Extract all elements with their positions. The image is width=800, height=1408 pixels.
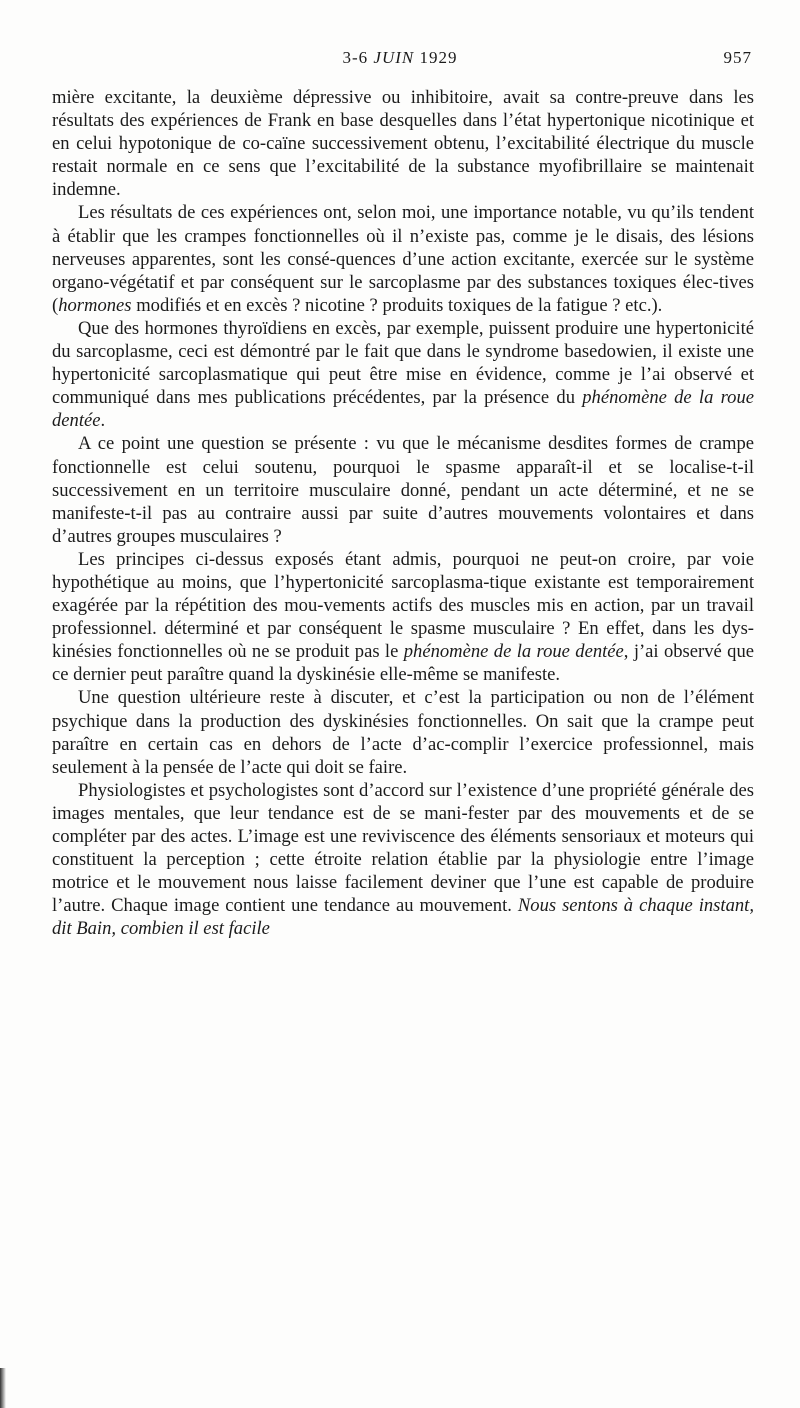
italic-text: phénomène de la roue dentée (52, 387, 754, 432)
text-run: Les résultats de ces expériences ont, selon moi, une importance notable, vu qu’ils tendent à établir que les crampes fonctionnelles où il n’existe pas, comme je le disais, des lésions nerveuses apparentes, sont les consé-quences d’une action excitante, exercée sur le système organo-végétatif et par conséquent sur le sarcoplasme par des substances toxiques élec-tives ( (52, 202, 754, 316)
body-text (52, 86, 754, 940)
scan-edge-mark (0, 1368, 6, 1408)
text-run: Que des hormones thyroïdiens en excès, par exemple, puissent produire une hypertonicité du sarcoplasme, ceci est démontré par le fait que dans le syndrome basedowien, il existe une hypertonicité sarcoplasmatique qui peut être mise en évidence, comme je l’ai observé et communiqué dans mes publications précédentes, par la présence du (52, 317, 754, 409)
paragraph (52, 86, 754, 201)
italic-text: hormones (58, 294, 132, 316)
paragraph (52, 548, 754, 687)
running-title (0, 48, 800, 68)
text-run: Physiologistes et psychologistes sont d’accord sur l’existence d’une propriété générale des images mentales, que leur tendance est de se mani-fester par des mouvements et de se compléter par des actes. L’image est une reviviscence des éléments sensoriaux et moteurs qui constituent la perception ; cette étroite relation établie par la physiologie entre l’image motrice et le mouvement nous laisse facilement deviner que l’une est capable de produire l’autre. Chaque image contient une tendance au mouvement. (52, 779, 754, 917)
paragraph (52, 432, 754, 547)
paragraph (52, 317, 754, 432)
date-year: 1929 (419, 48, 458, 67)
text-run: Les principes ci-dessus exposés étant admis, pourquoi ne peut-on croire, par voie hypothétique au moins, que l’hypertonicité sarcoplasma-tique existante est temporairement exagérée par la répétition des mou-vements actifs des muscles mis en action, par un travail professionnel. déterminé et par conséquent le spasme musculaire ? En effet, dans les dys-kinésies fonctionnelles où ne se produit pas le (52, 548, 754, 663)
text-run: , j’ai observé que ce dernier peut paraître quand la dyskinésie elle-même se manifeste. (52, 641, 754, 686)
paragraph (52, 686, 754, 778)
date-month: JUIN (373, 48, 415, 67)
italic-text: phénomène de la roue dentée (403, 641, 624, 663)
paragraph (52, 201, 754, 316)
text-run: A ce point une question se présente : vu que le mécanisme desdites formes de crampe fonctionnelle est celui soutenu, pourquoi le spasme apparaît-il et se localise-t-il successivement en un territoire musculaire donné, pendant un acte déterminé, et ne se manifeste-t-il pas au contraire aussi par suite d’autres mouvements volontaires et dans d’autres groupes musculaires ? (52, 433, 754, 547)
date-prefix: 3-6 (342, 48, 369, 67)
italic-text: Nous sentons à chaque instant, dit Bain, combien il est facile (52, 895, 754, 940)
text-run: . (100, 410, 106, 432)
paragraph (52, 779, 754, 941)
text-run: Une question ultérieure reste à discuter, et c’est la participation ou non de l’élément psychique dans la production des dyskinésies fonctionnelles. On sait que la crampe peut paraître en certain cas en dehors de l’acte d’ac-complir l’exercice professionnel, mais seulement à la pensée de l’acte qui doit se faire. (52, 687, 754, 778)
text-run: mière excitante, la deuxième dépressive ou inhibitoire, avait sa contre-preuve dans les résultats des expériences de Frank en base desquelles dans l’état hypertonique nicotinique et en celui hypotonique de co-caïne successivement obtenu, l’excitabilité électrique du muscle restait normale en ce sens que l’excitabilité de la substance myofibrillaire se maintenait indemne. (52, 87, 754, 201)
page-number: 957 (723, 48, 752, 67)
running-header (0, 48, 800, 78)
text-run: modifiés et en excès ? nicotine ? produits toxiques de la fatigue ? etc.). (131, 294, 663, 316)
